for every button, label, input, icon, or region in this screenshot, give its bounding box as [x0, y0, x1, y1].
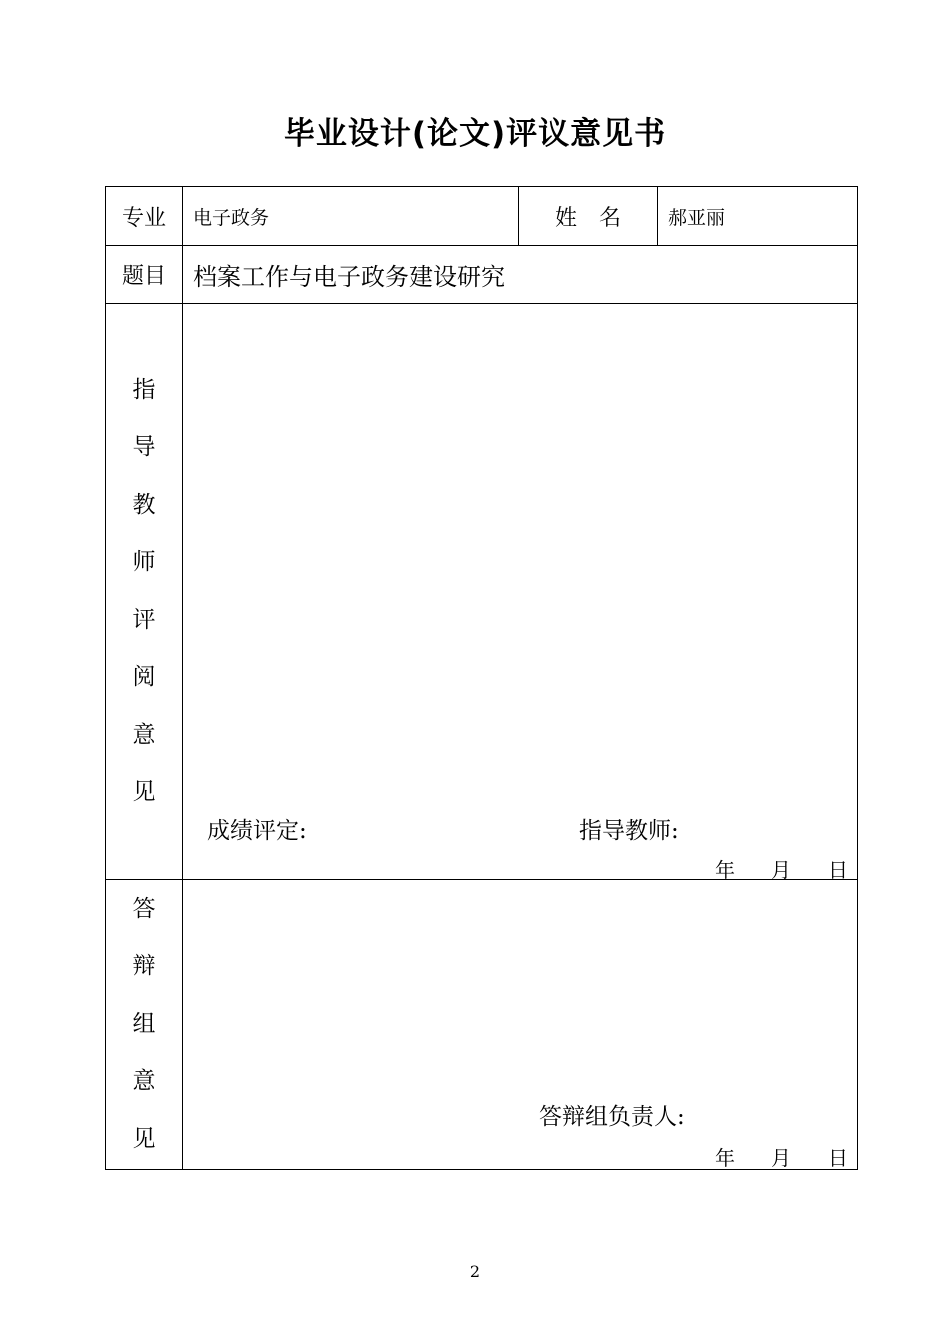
label-char: 阅: [132, 664, 156, 690]
advisor-comment-vertical-label: [106, 304, 182, 879]
defense-leader-label: 答辩组负责人:: [539, 1104, 685, 1130]
date-month: 月: [771, 1146, 791, 1170]
advisor-comment-row: [106, 304, 858, 880]
advisor-signature-label: 指导教师:: [579, 818, 679, 844]
defense-comment-label-cell: [106, 880, 183, 1170]
label-char: 意: [132, 1068, 156, 1095]
label-char: 见: [132, 1125, 156, 1152]
name-value: 郝亚丽: [658, 187, 858, 246]
date-year: 年: [715, 858, 735, 882]
advisor-comment-label-cell: [106, 304, 183, 880]
label-char: 意: [132, 721, 156, 748]
label-char: 组: [132, 1010, 156, 1037]
major-value: 电子政务: [183, 187, 519, 246]
label-char: 教: [132, 491, 156, 518]
document-title: 毕业设计(论文)评议意见书: [283, 116, 667, 152]
date-month: 月: [771, 858, 791, 882]
topic-value: 档案工作与电子政务建设研究: [183, 246, 858, 304]
label-char: 导: [132, 434, 156, 460]
label-char: 指: [132, 376, 156, 403]
page-number: 2: [469, 1262, 481, 1281]
major-name-row: [106, 187, 858, 246]
grade-label: 成绩评定:: [207, 818, 307, 844]
defense-comment-row: [106, 880, 858, 1170]
date-day: 日: [828, 858, 848, 882]
topic-row: [106, 246, 858, 304]
label-char: 答: [132, 895, 156, 922]
major-label: 专业: [106, 187, 183, 246]
date-day: 日: [828, 1146, 848, 1170]
name-label: 姓 名: [519, 187, 658, 246]
topic-label: 题目: [106, 246, 183, 304]
evaluation-form-table: [105, 186, 858, 1170]
advisor-comment-area[interactable]: [183, 304, 858, 880]
defense-comment-vertical-label: [106, 880, 182, 1169]
label-char: 师: [132, 549, 156, 575]
label-char: 评: [132, 606, 156, 633]
date-year: 年: [715, 1146, 735, 1170]
label-char: 辩: [132, 953, 156, 980]
defense-comment-area[interactable]: [183, 880, 858, 1170]
label-char: 见: [132, 779, 156, 805]
